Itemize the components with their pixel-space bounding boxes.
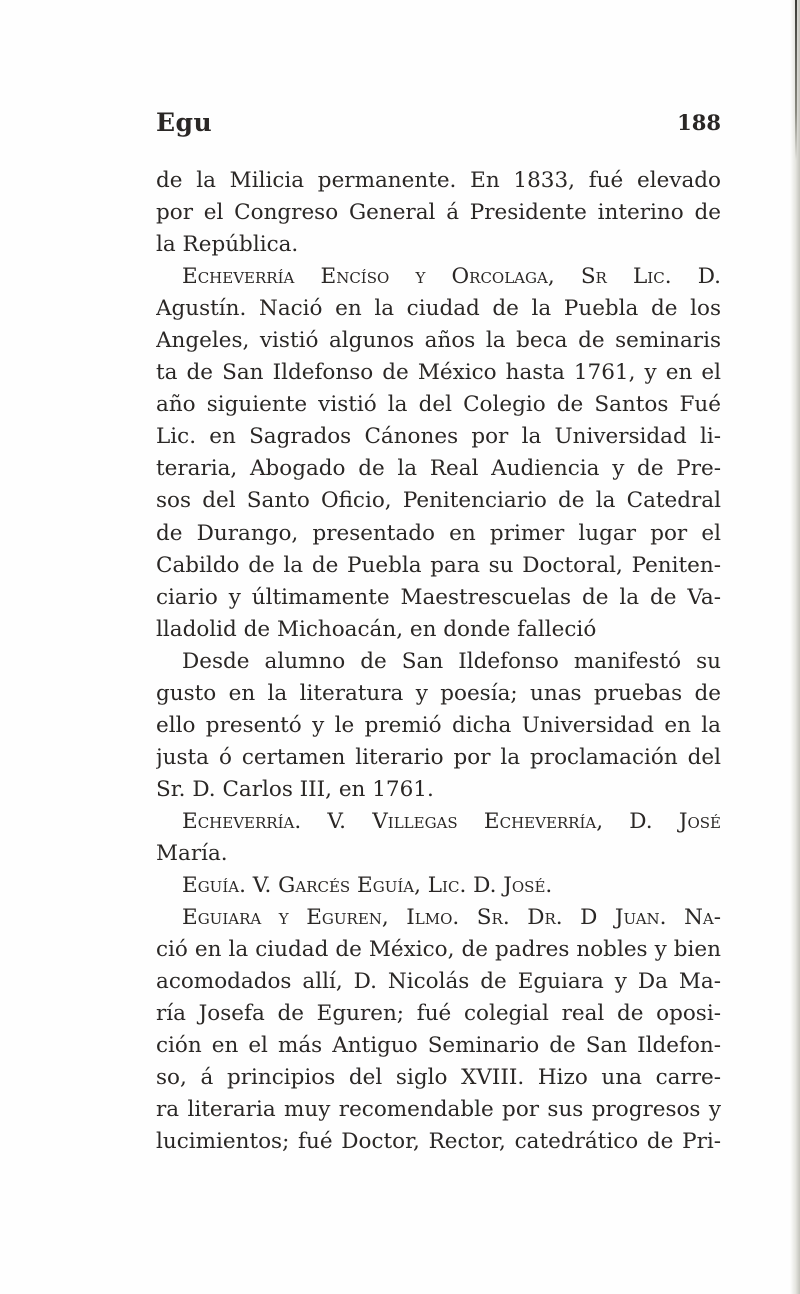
text-line: teraria, Abogado de la Real Audiencia y de Pre- [156,456,721,482]
entry-heading-line: Echeverría. V. Villegas Echeverría, D. José [182,808,721,834]
text-line: María. [156,840,228,866]
text-line: por el Congreso General á Presidente interino de [156,200,721,226]
text-line: ciario y últimamente Maestrescuelas de la de Va- [156,584,721,610]
text-line: sos del Santo Oficio, Penitenciario de la Catedral [156,488,721,514]
text-line: justa ó certamen literario por la proclamación del [156,744,721,770]
text-line: Sr. D. Carlos III, en 1761. [156,776,434,802]
running-head: Egu [156,108,213,137]
text-line: de la Milicia permanente. En 1833, fué elevado [156,168,721,193]
text-line: gusto en la literatura y poesía; unas pruebas de [156,680,721,706]
text-line: ció en la ciudad de México, de padres nobles y bien [156,937,721,963]
entry-heading-line: Eguiara y Eguren, Ilmo. Sr. Dr. D Juan. Na- [182,905,721,931]
text-line: ello presentó y le premió dicha Universidad en la [156,712,721,738]
text-line: Angeles, vistió algunos años la beca de seminaris [156,328,721,354]
text-line: lucimientos; fué Doctor, Rector, catedrático de Pri- [156,1129,721,1155]
page-header [156,108,721,140]
text-line: de Durango, presentado en primer lugar por el [156,520,721,546]
text-line: Cabildo de la de Puebla para su Doctoral, Peniten- [156,552,721,578]
text-line: ría Josefa de Eguren; fué colegial real de oposi- [156,1001,721,1027]
text-line: Desde alumno de San Ildefonso manifestó su [182,648,721,674]
text-line: so, á principios del siglo XVIII. Hizo una carre- [156,1065,721,1091]
text-line: Lic. en Sagrados Cánones por la Universidad li- [156,424,721,450]
entry-heading-line: Echeverría Encíso y Orcolaga, Sr Lic. D. [182,264,721,290]
text-line: la República. [156,232,299,258]
text-line: año siguiente vistió la del Colegio de Santos Fué [156,392,721,418]
text-line: lladolid de Michoacán, en donde falleció [156,616,597,642]
text-line: ra literaria muy recomendable por sus progresos y [156,1097,721,1123]
text-line: ta de San Ildefonso de México hasta 1761, y en el [156,360,721,386]
text-line: ción en el más Antiguo Seminario de San Ildefon- [156,1033,721,1059]
page-number: 188 [677,110,721,135]
entry-heading-line: Eguía. V. Garcés Eguía, Lic. D. José. [182,873,553,899]
page-edge-mark [795,0,797,160]
text-line: acomodados allí, D. Nicolás de Eguiara y Da Ma- [156,969,721,995]
body-text [156,165,721,1158]
page-edge-shadow [790,0,800,1294]
text-line: Agustín. Nació en la ciudad de la Puebla de los [156,296,721,322]
